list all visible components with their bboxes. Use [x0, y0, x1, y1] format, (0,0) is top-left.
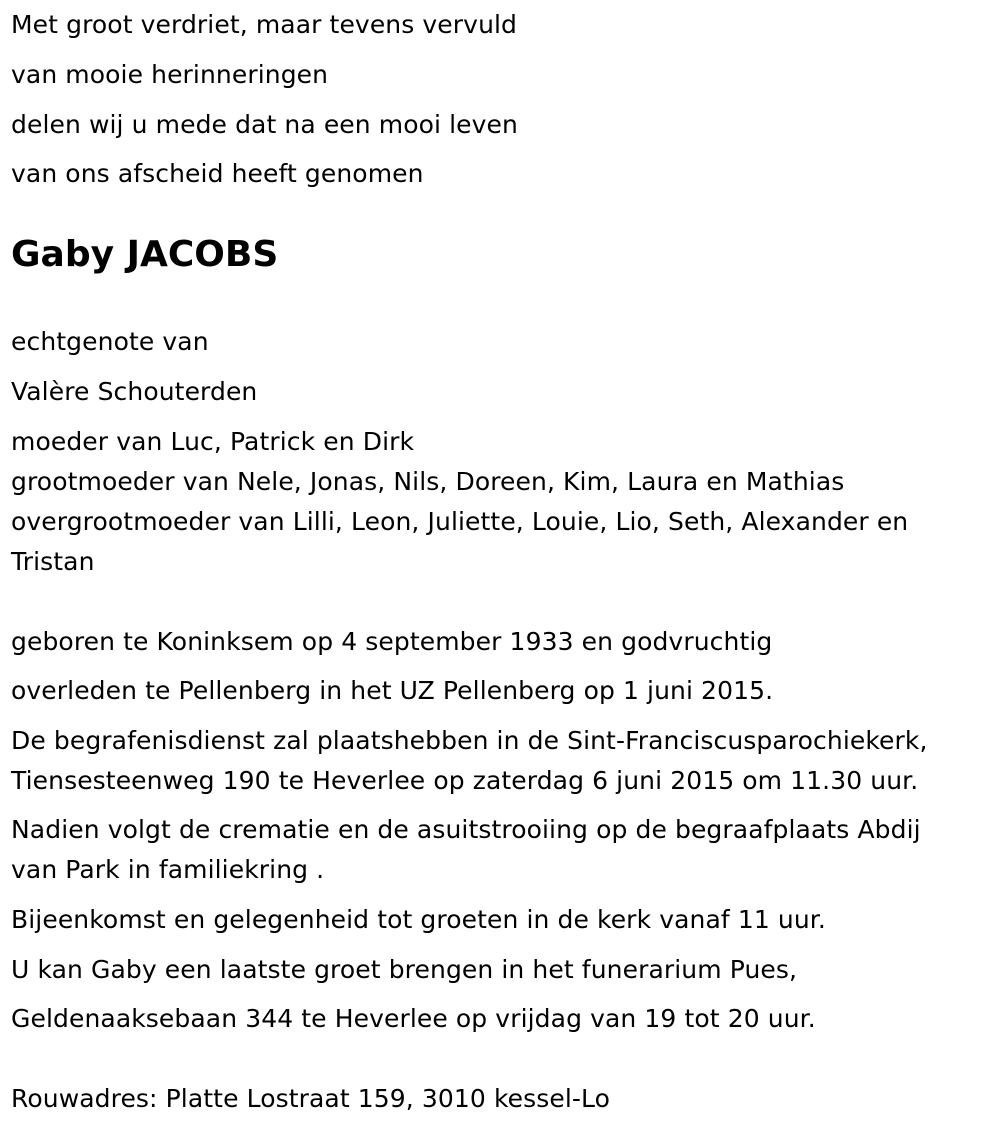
relation-line: grootmoeder van Nele, Jonas, Nils, Doreen, Kim, Laura en Mathias [11, 467, 845, 496]
detail-line: De begrafenisdienst zal plaatshebben in de Sint-Franciscusparochiekerk, [11, 726, 928, 755]
relation-line: overgrootmoeder van Lilli, Leon, Juliette, Louie, Lio, Seth, Alexander en [11, 507, 909, 536]
detail-line: U kan Gaby een laatste groet brengen in het funerarium Pues, [11, 955, 798, 984]
detail-line: overleden te Pellenberg in het UZ Pellenberg op 1 juni 2015. [11, 676, 774, 705]
mourning-address: Rouwadres: Platte Lostraat 159, 3010 kessel-Lo [11, 1084, 611, 1113]
relation-line: Tristan [11, 547, 95, 576]
detail-line: van Park in familiekring . [11, 855, 325, 884]
relation-line: echtgenote van [11, 327, 209, 356]
detail-line: Geldenaaksebaan 344 te Heverlee op vrijdag van 19 tot 20 uur. [11, 1004, 816, 1033]
detail-line: Nadien volgt de crematie en de asuitstrooiing op de begraafplaats Abdij [11, 815, 921, 844]
relation-line: moeder van Luc, Patrick en Dirk [11, 427, 415, 456]
detail-line: Tiensesteenweg 190 te Heverlee op zaterdag 6 juni 2015 om 11.30 uur. [11, 766, 919, 795]
detail-line: geboren te Koninksem op 4 september 1933 en godvruchtig [11, 627, 773, 656]
intro-line: Met groot verdriet, maar tevens vervuld [11, 10, 518, 39]
deceased-name: Gaby JACOBS [11, 234, 279, 275]
intro-line: van mooie herinneringen [11, 60, 329, 89]
intro-line: delen wij u mede dat na een mooi leven [11, 110, 518, 139]
relation-line: Valère Schouterden [11, 377, 258, 406]
intro-line: van ons afscheid heeft genomen [11, 159, 424, 188]
detail-line: Bijeenkomst en gelegenheid tot groeten in de kerk vanaf 11 uur. [11, 905, 826, 934]
